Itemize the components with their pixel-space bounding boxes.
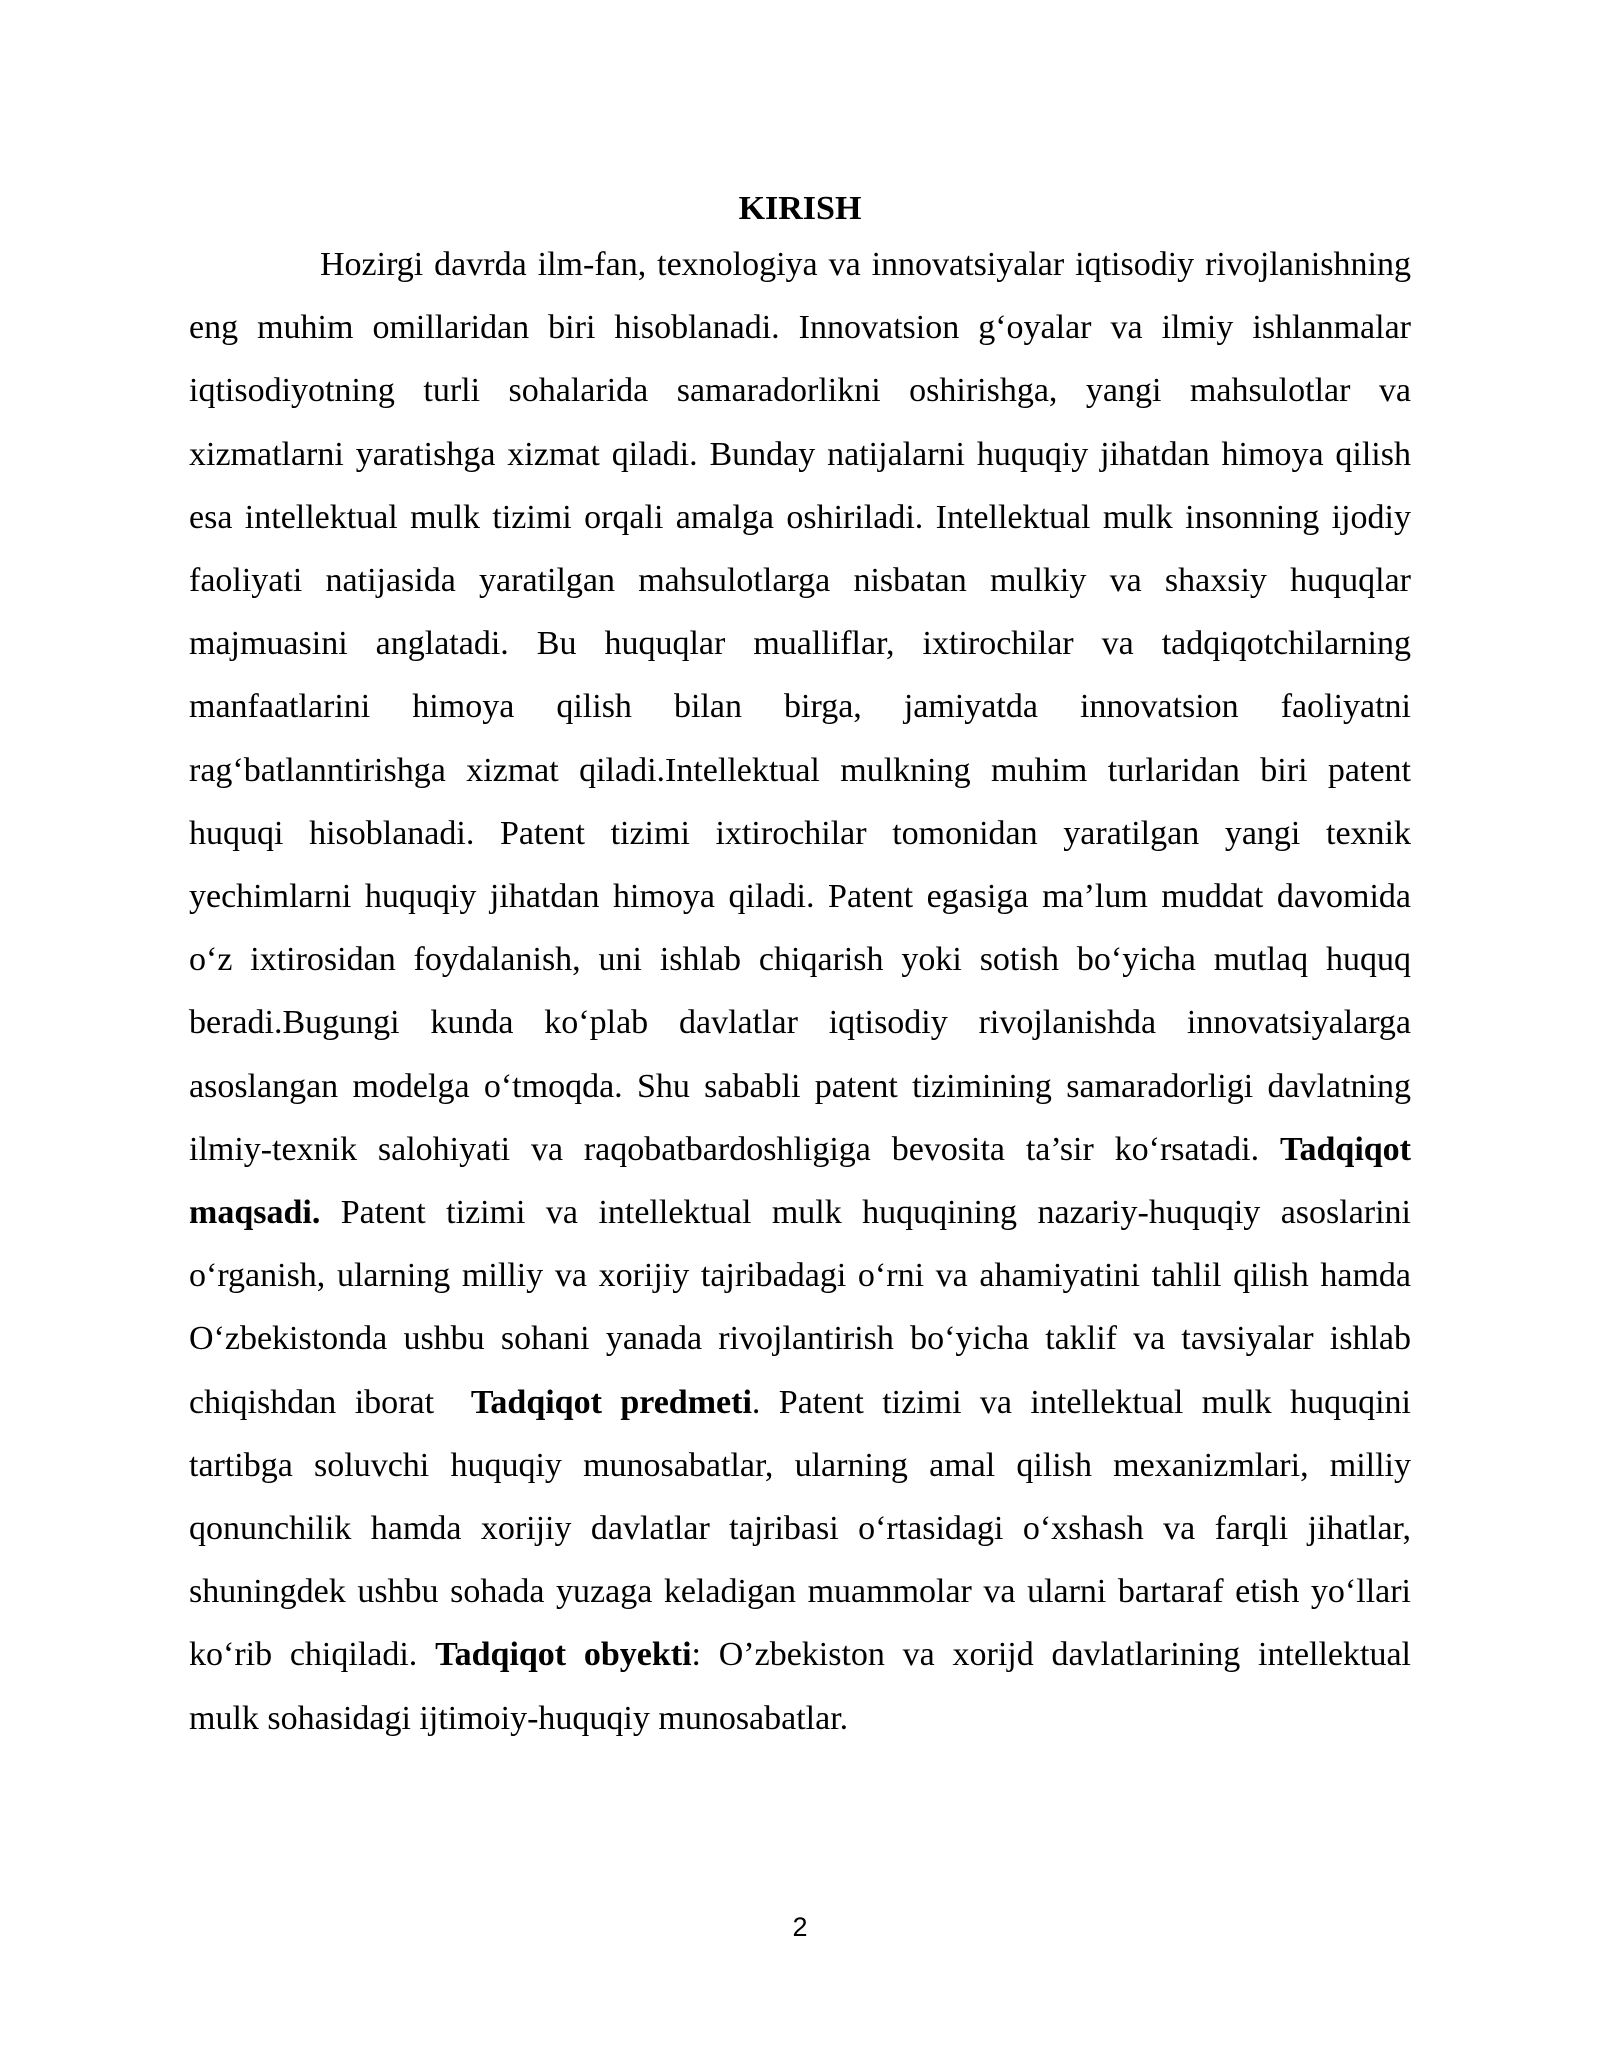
heading-tadqiqot-obyekti: Tadqiqot obyekti	[435, 1636, 692, 1674]
heading-tadqiqot-maqsadi: Tadqiqot maqsadi.	[189, 1130, 1411, 1232]
paragraph-text-predmet: . Patent tizimi va intellektual mulk huquqini tartibga soluvchi huquqiy munosabatlar, ularning amal qilish mexanizmlari, milliy qonunchilik hamda xorijiy davlatlar tajribasi o‘rtasidagi o‘xshash va farqli jihatlar, shuningdek ushbu sohada yuzaga keladigan muammolar va ularni bartaraf etish yo‘llari ko‘rib chiqiladi.	[189, 1383, 1411, 1674]
document-title: KIRISH	[738, 190, 862, 227]
paragraph-text-maqsad: Patent tizimi va intellektual mulk huquqining nazariy-huquqiy asoslarini o‘rganish, ularning milliy va xorijiy tajribadagi o‘rni va ahamiyatini tahlil qilish hamda O‘zbekistonda ushbu sohani yanada rivojlantirish bo‘yicha taklif va tavsiyalar ishlab chiqishdan iborat	[189, 1194, 1412, 1421]
paragraph-text-intro: Hozirgi davrda ilm-fan, texnologiya va innovatsiyalar iqtisodiy rivojlanishning eng muhim omillaridan biri hisoblanadi. Innovatsion g‘oyalar va ilmiy ishlanmalar iqtisodiyotning turli sohalarida samaradorlikni oshirishga, yangi mahsulotlar va xizmatlarni yaratishga xizmat qiladi. Bunday natijalarni huquqiy jihatdan himoya qilish esa intellektual mulk tizimi orqali amalga oshiriladi. Intellektual mulk insonning ijodiy faoliyati natijasida yaratilgan mahsulotlarga nisbatan mulkiy va shaxsiy huquqlar majmuasini anglatadi. Bu huquqlar mualliflar, ixtirochilar va tadqiqotchilarning manfaatlarini himoya qilish bilan birga, jamiyatda innovatsion faoliyatni rag‘batlanntirishga xizmat qiladi.Intellektual mulkning muhim turlaridan biri patent huquqi hisoblanadi. Patent tizimi ixtirochilar tomonidan yaratilgan yangi texnik yechimlarni huquqiy jihatdan himoya qiladi. Patent egasiga ma’lum muddat davomida o‘z ixtirosidan foydalanish, uni ishlab chiqarish yoki sotish bo‘yicha mutlaq huquq beradi.Bugungi kunda ko‘plab davlatlar iqtisodiy rivojlanishda innovatsiyalarga asoslangan modelga o‘tmoqda. Shu sababli patent tizimining samaradorligi davlatning ilmiy-texnik salohiyati va raqobatbardoshligiga bevosita ta’sir ko‘rsatadi.	[189, 246, 1411, 1168]
page-number: 2	[792, 1912, 808, 1942]
body-paragraph	[189, 233, 1411, 1750]
heading-tadqiqot-predmeti: Tadqiqot predmeti	[470, 1383, 752, 1421]
paragraph-text-obyekt: : O’zbekiston va xorijd davlatlarining intellektual mulk sohasidagi ijtimoiy-huquqiy munosabatlar.	[189, 1636, 1411, 1737]
document-page	[189, 185, 1411, 1750]
